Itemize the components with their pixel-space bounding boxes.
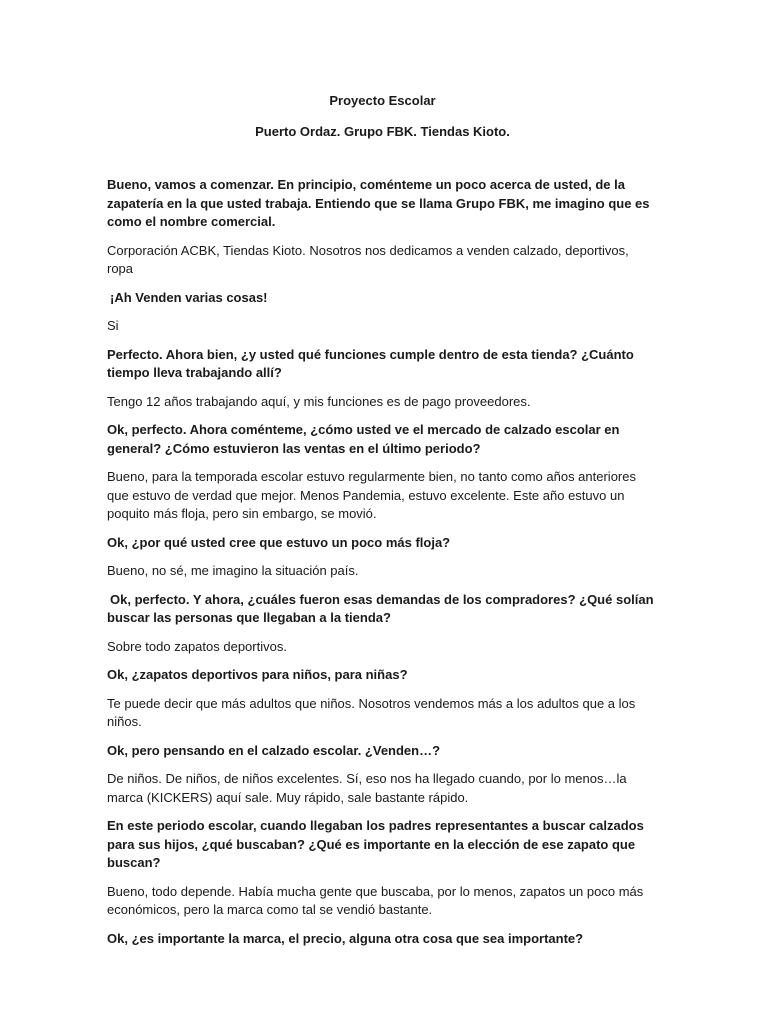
- answer-paragraph: Bueno, no sé, me imagino la situación país.: [107, 563, 359, 578]
- question-paragraph: Ok, ¿es importante la marca, el precio, alguna otra cosa que sea importante?: [107, 930, 584, 946]
- answer-paragraph: Tengo 12 años trabajando aquí, y mis funciones es de pago proveedores.: [107, 393, 531, 409]
- document-title: Proyecto Escolar: [329, 93, 436, 108]
- document-subtitle: Puerto Ordaz. Grupo FBK. Tiendas Kioto.: [255, 124, 510, 139]
- answer-paragraph: Bueno, todo depende. Había mucha gente que buscaba, por lo menos, zapatos un poco más económicos, pero la marca como tal se vendió bastante.: [107, 883, 644, 917]
- answer-paragraph: Si: [107, 318, 119, 333]
- answer-paragraph: Te puede decir que más adultos que niños. Nosotros vendemos más a los adultos que a los niños.: [107, 695, 636, 729]
- question-paragraph: Ok, pero pensando en el calzado escolar. ¿Venden…?: [107, 742, 441, 758]
- question-paragraph: Ok, ¿por qué usted cree que estuvo un poco más floja?: [107, 534, 451, 550]
- question-paragraph: Ok, perfecto. Y ahora, ¿cuáles fueron esas demandas de los compradores? ¿Qué solían buscar las personas que llegaban a la tienda?: [107, 591, 654, 625]
- answer-paragraph: Bueno, para la temporada escolar estuvo regularmente bien, no tanto como años anteriores que estuvo de verdad que mejor. Menos Pandemia, estuvo excelente. Este año estuvo un poquito más floja, pero sin embargo, se movió.: [107, 469, 636, 521]
- question-paragraph: Ok, perfecto. Ahora coménteme, ¿cómo usted ve el mercado de calzado escolar en general? ¿Cómo estuvieron las ventas en el último periodo?: [107, 422, 620, 456]
- answer-paragraph: Sobre todo zapatos deportivos.: [107, 638, 287, 654]
- question-paragraph: ¡Ah Venden varias cosas!: [110, 289, 268, 305]
- answer-paragraph: Corporación ACBK, Tiendas Kioto. Nosotros nos dedicamos a venden calzado, deportivos, ropa: [107, 242, 629, 276]
- question-paragraph: En este periodo escolar, cuando llegaban los padres representantes a buscar calzados para sus hijos, ¿qué buscaban? ¿Qué es importante en la elección de ese zapato que buscan?: [107, 818, 644, 870]
- answer-paragraph: De niños. De niños, de niños excelentes. Sí, eso nos ha llegado cuando, por lo menos…la marca (KICKERS) aquí sale. Muy rápido, sale bastante rápido.: [107, 771, 627, 805]
- question-paragraph: Perfecto. Ahora bien, ¿y usted qué funciones cumple dentro de esta tienda? ¿Cuánto tiempo lleva trabajando allí?: [107, 346, 634, 380]
- question-paragraph: Bueno, vamos a comenzar. En principio, coménteme un poco acerca de usted, de la zapatería en la que usted trabaja. Entiendo que se llama Grupo FBK, me imagino que es como el nombre comercial.: [107, 177, 650, 229]
- question-paragraph: Ok, ¿zapatos deportivos para niños, para niñas?: [107, 667, 408, 682]
- interview-transcript: [107, 176, 658, 948]
